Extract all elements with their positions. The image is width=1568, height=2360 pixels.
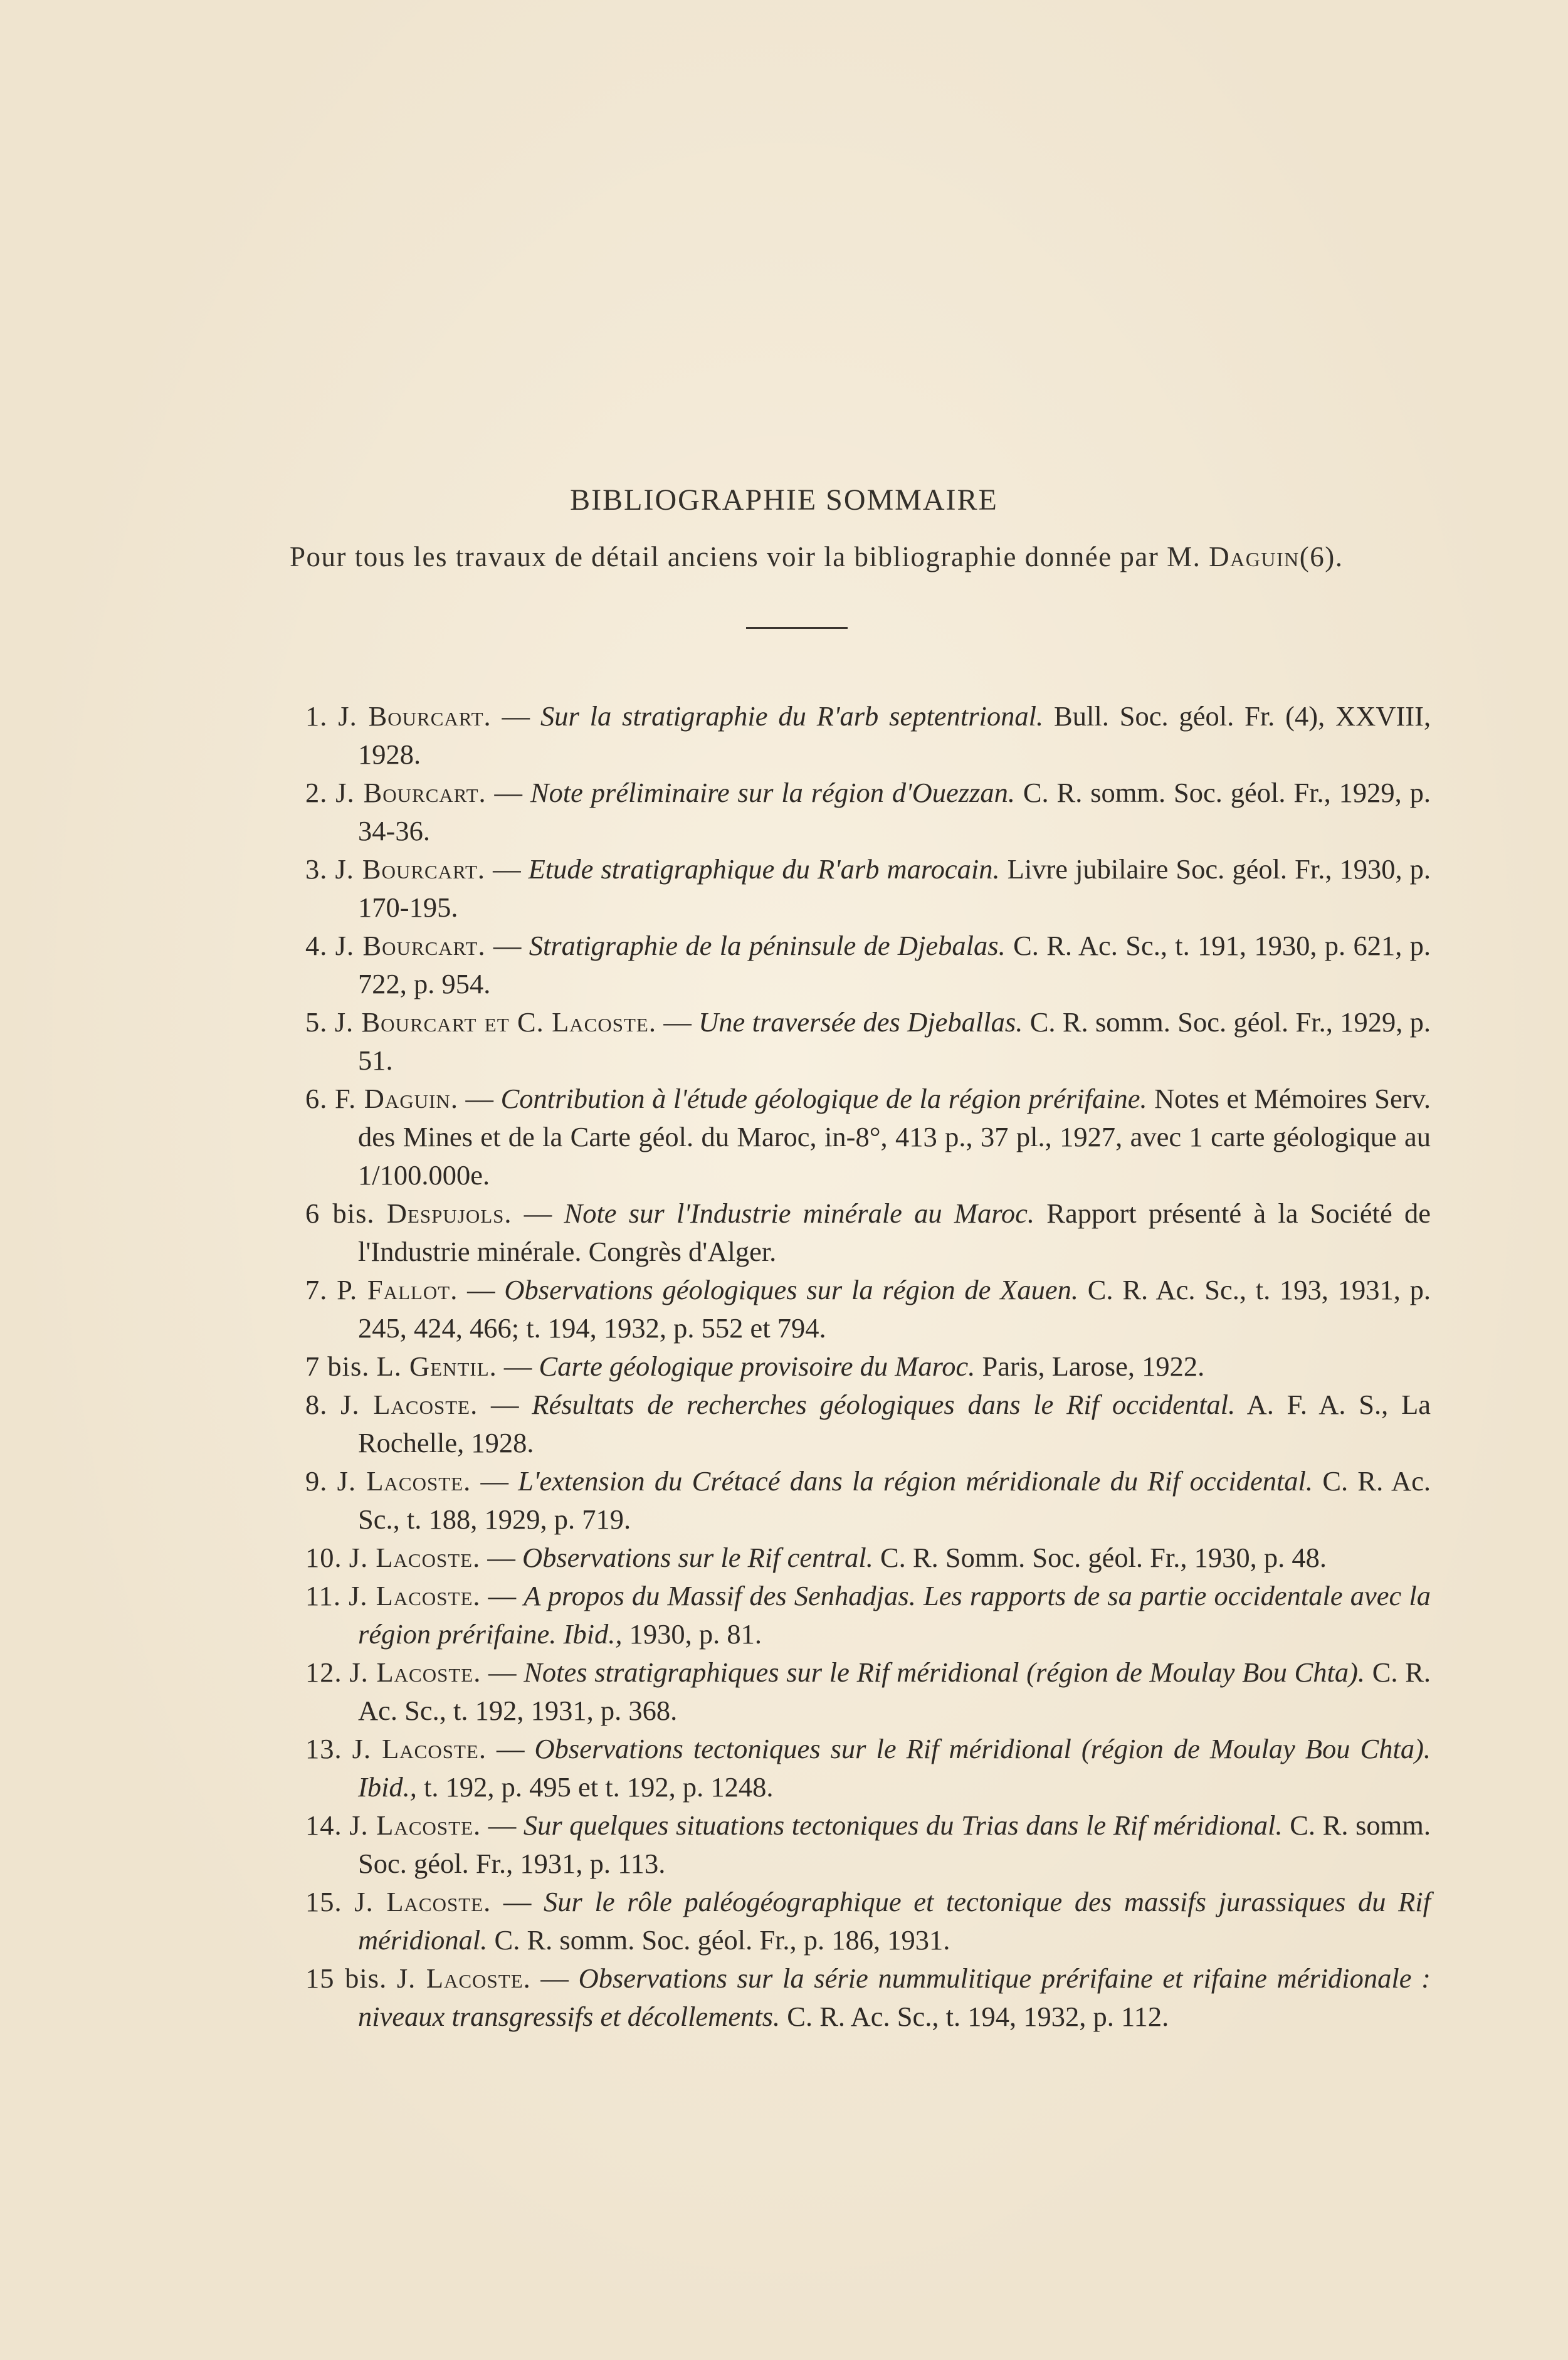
reference-details: Notes et Mémoires Serv. des Mines et de la Carte géol. du Maroc, in-8°, 413 p., 37 pl., 1927, avec 1 carte géologique au 1/100.000e. [358, 1083, 1431, 1191]
reference-number: 13. [305, 1733, 342, 1764]
reference-title: Sur le rôle paléogéographique et tectonique des massifs jurassiques du Rif méridional. [358, 1886, 1431, 1956]
reference-item: 7. P. Fallot. — Observations géologiques sur la région de Xauen. C. R. Ac. Sc., t. 193, 1931, p. 245, 424, 466; t. 194, 1932, p. 552 et 794. [305, 1274, 1431, 1344]
reference-item: 2. J. Bourcart. — Note préliminaire sur la région d'Ouezzan. C. R. somm. Soc. géol. Fr., 1929, p. 34-36. [305, 777, 1431, 846]
reference-number: 2. [305, 777, 328, 808]
reference-item: 8. J. Lacoste. — Résultats de recherches géologiques dans le Rif occidental. A. F. A. S., La Rochelle, 1928. [305, 1389, 1431, 1458]
reference-number: 12. [305, 1657, 342, 1688]
reference-title: Stratigraphie de la péninsule de Djebalas. [529, 930, 1006, 961]
reference-item: 15 bis. J. Lacoste. — Observations sur la série nummulitique prérifaine et rifaine méridionale : niveaux transgressifs et décollements. C. R. Ac. Sc., t. 194, 1932, p. 112. [305, 1962, 1431, 2032]
reference-title: Sur la stratigraphie du R'arb septentrional. [540, 700, 1044, 732]
reference-number: 3. [305, 853, 328, 885]
reference-item: 6 bis. Despujols. — Note sur l'Industrie minérale au Maroc. Rapport présenté à la Société de l'Industrie minérale. Congrès d'Alger. [305, 1198, 1431, 1267]
reference-details: C. R. somm. Soc. géol. Fr., 1929, p. 51. [358, 1006, 1431, 1076]
intro-line [290, 540, 1343, 573]
reference-item: 3. J. Bourcart. — Etude stratigraphique du R'arb marocain. Livre jubilaire Soc. géol. Fr., 1930, p. 170-195. [305, 853, 1431, 923]
reference-details: A. F. A. S., La Rochelle, 1928. [358, 1389, 1431, 1458]
reference-author: J. Lacoste. [337, 1465, 471, 1497]
reference-item: 9. J. Lacoste. — L'extension du Crétacé dans la région méridionale du Rif occidental. C. R. Ac. Sc., t. 188, 1929, p. 719. [305, 1465, 1431, 1535]
reference-item: 5. J. Bourcart et C. Lacoste. — Une traversée des Djeballas. C. R. somm. Soc. géol. Fr., 1929, p. 51. [305, 1006, 1431, 1076]
reference-details: C. R. Somm. Soc. géol. Fr., 1930, p. 48. [880, 1542, 1327, 1573]
reference-details: C. R. Ac. Sc., t. 188, 1929, p. 719. [358, 1465, 1431, 1535]
reference-number: 6. [305, 1083, 328, 1114]
reference-details: C. R. somm. Soc. géol. Fr., 1929, p. 34-36. [358, 777, 1431, 846]
reference-details: 1930, p. 81. [629, 1618, 762, 1650]
reference-author: J. Lacoste. [352, 1733, 487, 1764]
reference-item: 4. J. Bourcart. — Stratigraphie de la péninsule de Djebalas. C. R. Ac. Sc., t. 191, 1930, p. 621, p. 722, p. 954. [305, 930, 1431, 999]
reference-author: J. Lacoste. [354, 1886, 492, 1917]
reference-number: 8. [305, 1389, 328, 1420]
reference-item: 7 bis. L. Gentil. — Carte géologique provisoire du Maroc. Paris, Larose, 1922. [305, 1351, 1205, 1382]
reference-item: 15. J. Lacoste. — Sur le rôle paléogéographique et tectonique des massifs jurassiques du Rif méridional. C. R. somm. Soc. géol. Fr., p. 186, 1931. [305, 1886, 1431, 1956]
reference-number: 1. [305, 700, 328, 732]
reference-details: t. 192, p. 495 et t. 192, p. 1248. [424, 1771, 774, 1803]
reference-details: C. R. Ac. Sc., t. 194, 1932, p. 112. [787, 2001, 1169, 2032]
reference-author: L. Gentil. [376, 1351, 497, 1382]
intro-ref: (6). [1299, 541, 1344, 572]
reference-details: Rapport présenté à la Société de l'Industrie minérale. Congrès d'Alger. [358, 1198, 1431, 1267]
reference-details: Paris, Larose, 1922. [982, 1351, 1205, 1382]
reference-author: J. Lacoste. [349, 1810, 481, 1841]
reference-number: 7 bis. [305, 1351, 370, 1382]
reference-details: C. R. Ac. Sc., t. 191, 1930, p. 621, p. 722, p. 954. [358, 930, 1431, 999]
reference-number: 4. [305, 930, 328, 961]
reference-author: J. Bourcart et C. Lacoste. [334, 1006, 656, 1038]
reference-title: Résultats de recherches géologiques dans le Rif occidental. [532, 1389, 1236, 1420]
reference-details: C. R. somm. Soc. géol. Fr., 1931, p. 113. [358, 1810, 1431, 1879]
reference-author: J. Lacoste. [349, 1580, 481, 1611]
reference-title: Carte géologique provisoire du Maroc. [539, 1351, 976, 1382]
reference-number: 11. [305, 1580, 341, 1611]
reference-author: J. Lacoste. [349, 1542, 481, 1573]
reference-author: Despujols. [386, 1198, 512, 1229]
reference-title: Etude stratigraphique du R'arb marocain. [528, 853, 1000, 885]
section-divider [746, 627, 848, 629]
reference-title: Note préliminaire sur la région d'Ouezzan. [530, 777, 1015, 808]
reference-author: J. Lacoste. [396, 1962, 531, 1994]
intro-text: Pour tous les travaux de détail anciens voir la bibliographie donnée par M. [290, 541, 1201, 572]
reference-number: 15 bis. [305, 1962, 387, 1994]
reference-details: Bull. Soc. géol. Fr. (4), XXVIII, 1928. [358, 700, 1431, 770]
reference-title: Contribution à l'étude géologique de la région prérifaine. [500, 1083, 1147, 1114]
reference-title: A propos du Massif des Senhadjas. Les rapports de sa partie occidentale avec la région prérifaine. Ibid., [358, 1580, 1431, 1650]
reference-title: Observations sur la série nummulitique prérifaine et rifaine méridionale : niveaux transgressifs et décollements. [358, 1962, 1431, 2032]
reference-item: 1. J. Bourcart. — Sur la stratigraphie du R'arb septentrional. Bull. Soc. géol. Fr. (4), XXVIII, 1928. [305, 700, 1431, 770]
reference-number: 5. [305, 1006, 328, 1038]
reference-number: 10. [305, 1542, 342, 1573]
reference-number: 6 bis. [305, 1198, 375, 1229]
reference-item: 13. J. Lacoste. — Observations tectoniques sur le Rif méridional (région de Moulay Bou Chta). Ibid., t. 192, p. 495 et t. 192, p. 1248. [305, 1733, 1431, 1803]
reference-author: J. Bourcart. [335, 930, 486, 961]
reference-details: C. R. Ac. Sc., t. 193, 1931, p. 245, 424, 466; t. 194, 1932, p. 552 et 794. [358, 1274, 1431, 1344]
reference-author: J. Bourcart. [338, 700, 492, 732]
page-title: BIBLIOGRAPHIE SOMMAIRE [570, 483, 998, 517]
reference-author: J. Lacoste. [340, 1389, 478, 1420]
reference-number: 14. [305, 1810, 342, 1841]
reference-title: L'extension du Crétacé dans la région méridionale du Rif occidental. [518, 1465, 1313, 1497]
reference-title: Notes stratigraphiques sur le Rif méridional (région de Moulay Bou Chta). [524, 1657, 1365, 1688]
reference-item: 10. J. Lacoste. — Observations sur le Rif central. C. R. Somm. Soc. géol. Fr., 1930, p. 48. [305, 1542, 1327, 1573]
reference-author: J. Bourcart. [335, 853, 486, 885]
reference-title: Observations sur le Rif central. [522, 1542, 873, 1573]
reference-number: 7. [305, 1274, 328, 1305]
reference-details: Livre jubilaire Soc. géol. Fr., 1930, p. 170-195. [358, 853, 1431, 923]
intro-author: Daguin [1209, 541, 1300, 572]
reference-item: 11. J. Lacoste. — A propos du Massif des Senhadjas. Les rapports de sa partie occidentale avec la région prérifaine. Ibid., 1930, p. 81. [305, 1580, 1431, 1650]
reference-item: 12. J. Lacoste. — Notes stratigraphiques sur le Rif méridional (région de Moulay Bou Chta). C. R. Ac. Sc., t. 192, 1931, p. 368. [305, 1657, 1431, 1726]
reference-list [305, 697, 1431, 2036]
reference-number: 9. [305, 1465, 328, 1497]
reference-author: F. Daguin. [334, 1083, 458, 1114]
reference-details: C. R. somm. Soc. géol. Fr., p. 186, 1931. [494, 1924, 950, 1956]
reference-title: Note sur l'Industrie minérale au Maroc. [564, 1198, 1035, 1229]
reference-author: J. Lacoste. [349, 1657, 481, 1688]
reference-item: 14. J. Lacoste. — Sur quelques situations tectoniques du Trias dans le Rif méridional. C. R. somm. Soc. géol. Fr., 1931, p. 113. [305, 1810, 1431, 1879]
reference-title: Sur quelques situations tectoniques du Trias dans le Rif méridional. [523, 1810, 1283, 1841]
reference-details: C. R. Ac. Sc., t. 192, 1931, p. 368. [358, 1657, 1431, 1726]
reference-item: 6. F. Daguin. — Contribution à l'étude géologique de la région prérifaine. Notes et Mémoires Serv. des Mines et de la Carte géol. du Maroc, in-8°, 413 p., 37 pl., 1927, avec 1 carte géologique au 1/100.000e. [305, 1083, 1431, 1191]
reference-author: P. Fallot. [337, 1274, 458, 1305]
reference-title: Observations géologiques sur la région de Xauen. [504, 1274, 1078, 1305]
reference-title: Observations tectoniques sur le Rif méridional (région de Moulay Bou Chta). Ibid., [358, 1733, 1431, 1803]
reference-title: Une traversée des Djeballas. [698, 1006, 1023, 1038]
reference-author: J. Bourcart. [335, 777, 487, 808]
reference-number: 15. [305, 1886, 342, 1917]
